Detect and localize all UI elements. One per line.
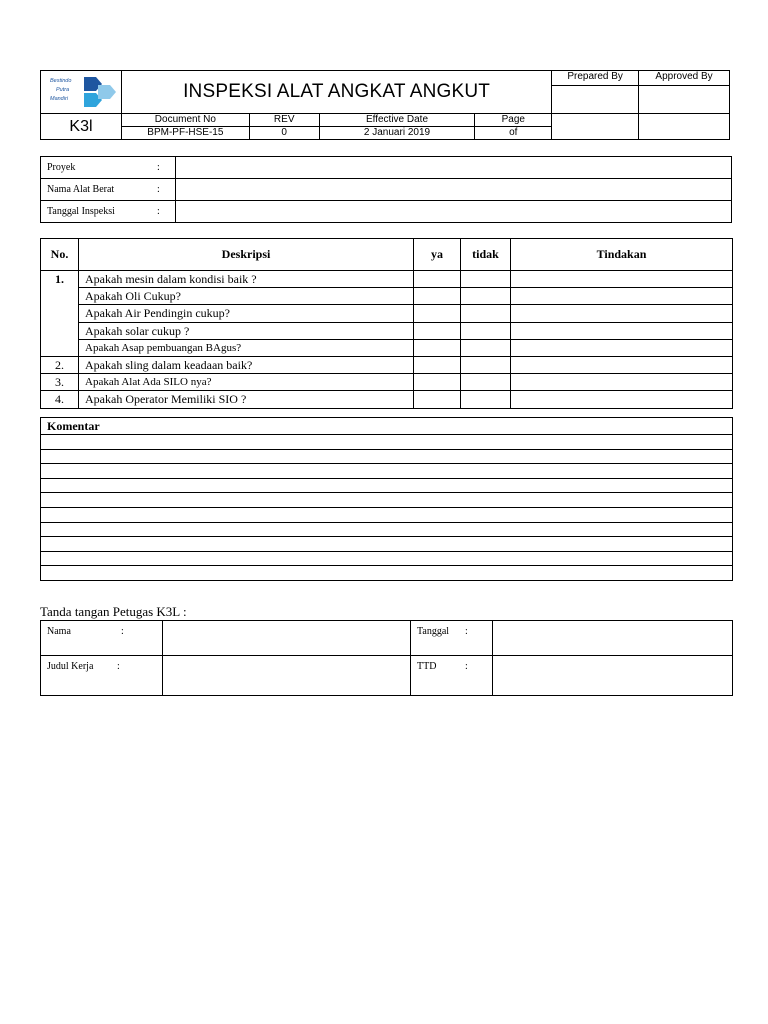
approved-by-label: Approved By <box>639 71 729 86</box>
komentar-label: Komentar <box>41 418 733 435</box>
effective-date-value: 2 Januari 2019 <box>319 127 475 140</box>
proyek-field[interactable] <box>176 157 732 179</box>
row-desc: Apakah Air Pendingin cukup? <box>79 305 414 323</box>
nama-colon: : <box>121 626 124 637</box>
tidak-cell[interactable] <box>461 323 511 340</box>
tanggal-field[interactable] <box>493 621 733 656</box>
ya-cell[interactable] <box>414 340 461 357</box>
approved-by-sign <box>639 114 730 140</box>
checklist-section <box>40 238 733 409</box>
judul-kerja-label: Judul Kerja <box>47 661 94 672</box>
tindakan-cell[interactable] <box>511 340 733 357</box>
tindakan-cell[interactable] <box>511 288 733 305</box>
info-label-cell <box>41 179 176 201</box>
ttd-field[interactable] <box>493 656 733 696</box>
tindakan-cell[interactable] <box>511 357 733 374</box>
tidak-cell[interactable] <box>461 271 511 288</box>
tanggal-label: Tanggal <box>417 626 450 637</box>
nama-alat-berat-field[interactable] <box>176 179 732 201</box>
tindakan-cell[interactable] <box>511 391 733 409</box>
komentar-line[interactable] <box>41 435 733 450</box>
table-row <box>41 357 733 374</box>
tanggal-colon: : <box>465 626 468 637</box>
tidak-cell[interactable] <box>461 340 511 357</box>
proyek-colon: : <box>157 162 160 173</box>
komentar-line[interactable] <box>41 464 733 479</box>
tidak-cell[interactable] <box>461 288 511 305</box>
komentar-line[interactable] <box>41 449 733 464</box>
row-no: 1. <box>41 271 79 357</box>
komentar-line[interactable] <box>41 493 733 508</box>
tanggal-inspeksi-label: Tanggal Inspeksi <box>47 206 115 217</box>
row-no: 4. <box>41 391 79 409</box>
row-desc: Apakah sling dalam keadaan baik? <box>79 357 414 374</box>
tanggal-inspeksi-colon: : <box>157 206 160 217</box>
komentar-line[interactable] <box>41 551 733 566</box>
col-header-deskripsi: Deskripsi <box>79 239 414 271</box>
nama-label: Nama <box>47 626 71 637</box>
ya-cell[interactable] <box>414 305 461 323</box>
tindakan-cell[interactable] <box>511 305 733 323</box>
prepared-by-label: Prepared By <box>552 71 638 86</box>
ya-cell[interactable] <box>414 357 461 374</box>
table-row <box>41 374 733 391</box>
logo-text-line1: Bestindo <box>49 78 72 84</box>
document-no-label: Document No <box>121 114 249 127</box>
row-desc: Apakah Oli Cukup? <box>79 288 414 305</box>
k3-label: K3l <box>41 114 122 140</box>
nama-field[interactable] <box>163 621 411 656</box>
rev-value: 0 <box>249 127 319 140</box>
document-title: INSPEKSI ALAT ANGKAT ANGKUT <box>121 71 551 114</box>
tidak-cell[interactable] <box>461 391 511 409</box>
tanggal-inspeksi-field[interactable] <box>176 201 732 223</box>
company-logo-cell <box>41 71 122 114</box>
col-header-tindakan: Tindakan <box>511 239 733 271</box>
col-header-tidak: tidak <box>461 239 511 271</box>
page-label: Page <box>475 114 552 127</box>
ttd-label: TTD <box>417 661 437 672</box>
col-header-ya: ya <box>414 239 461 271</box>
document-header <box>40 70 730 140</box>
tindakan-cell[interactable] <box>511 271 733 288</box>
tidak-cell[interactable] <box>461 305 511 323</box>
document-no-value: BPM-PF-HSE-15 <box>121 127 249 140</box>
komentar-section <box>40 417 733 581</box>
row-desc: Apakah mesin dalam kondisi baik ? <box>79 271 414 288</box>
judul-kerja-colon: : <box>117 661 120 672</box>
row-desc: Apakah solar cukup ? <box>79 323 414 340</box>
table-row <box>41 271 733 288</box>
ttd-colon: : <box>465 661 468 672</box>
judul-kerja-label-cell <box>41 656 163 696</box>
effective-date-label: Effective Date <box>319 114 475 127</box>
komentar-line[interactable] <box>41 537 733 552</box>
approved-by-cell <box>639 71 730 114</box>
row-desc: Apakah Operator Memiliki SIO ? <box>79 391 414 409</box>
prepared-by-cell <box>552 71 639 114</box>
row-desc: Apakah Alat Ada SILO nya? <box>79 374 414 391</box>
rev-label: REV <box>249 114 319 127</box>
komentar-line[interactable] <box>41 566 733 581</box>
company-logo <box>46 75 116 109</box>
col-header-no: No. <box>41 239 79 271</box>
ya-cell[interactable] <box>414 374 461 391</box>
nama-label-cell <box>41 621 163 656</box>
ya-cell[interactable] <box>414 271 461 288</box>
judul-kerja-field[interactable] <box>163 656 411 696</box>
ya-cell[interactable] <box>414 391 461 409</box>
info-label-cell <box>41 157 176 179</box>
page-value: of <box>475 127 552 140</box>
nama-alat-berat-label: Nama Alat Berat <box>47 184 115 195</box>
tindakan-cell[interactable] <box>511 374 733 391</box>
signature-title: Tanda tangan Petugas K3L : <box>40 604 187 619</box>
tidak-cell[interactable] <box>461 357 511 374</box>
info-label-cell <box>41 201 176 223</box>
table-row <box>41 323 733 340</box>
ttd-label-cell <box>411 656 493 696</box>
table-row <box>41 391 733 409</box>
row-desc: Apakah Asap pembuangan BAgus? <box>79 340 414 357</box>
signature-section <box>40 620 733 696</box>
table-row <box>41 288 733 305</box>
komentar-line[interactable] <box>41 507 733 522</box>
ya-cell[interactable] <box>414 323 461 340</box>
logo-text-line3: Mandiri <box>49 96 69 102</box>
proyek-label: Proyek <box>47 162 76 173</box>
table-row <box>41 305 733 323</box>
logo-text-line2: Putra <box>55 87 70 93</box>
prepared-by-sign <box>552 114 639 140</box>
komentar-line[interactable] <box>41 478 733 493</box>
row-no: 2. <box>41 357 79 374</box>
table-row <box>41 340 733 357</box>
row-no: 3. <box>41 374 79 391</box>
tindakan-cell[interactable] <box>511 323 733 340</box>
nama-alat-berat-colon: : <box>157 184 160 195</box>
komentar-line[interactable] <box>41 522 733 537</box>
ya-cell[interactable] <box>414 288 461 305</box>
info-section <box>40 156 732 223</box>
tanggal-label-cell <box>411 621 493 656</box>
tidak-cell[interactable] <box>461 374 511 391</box>
